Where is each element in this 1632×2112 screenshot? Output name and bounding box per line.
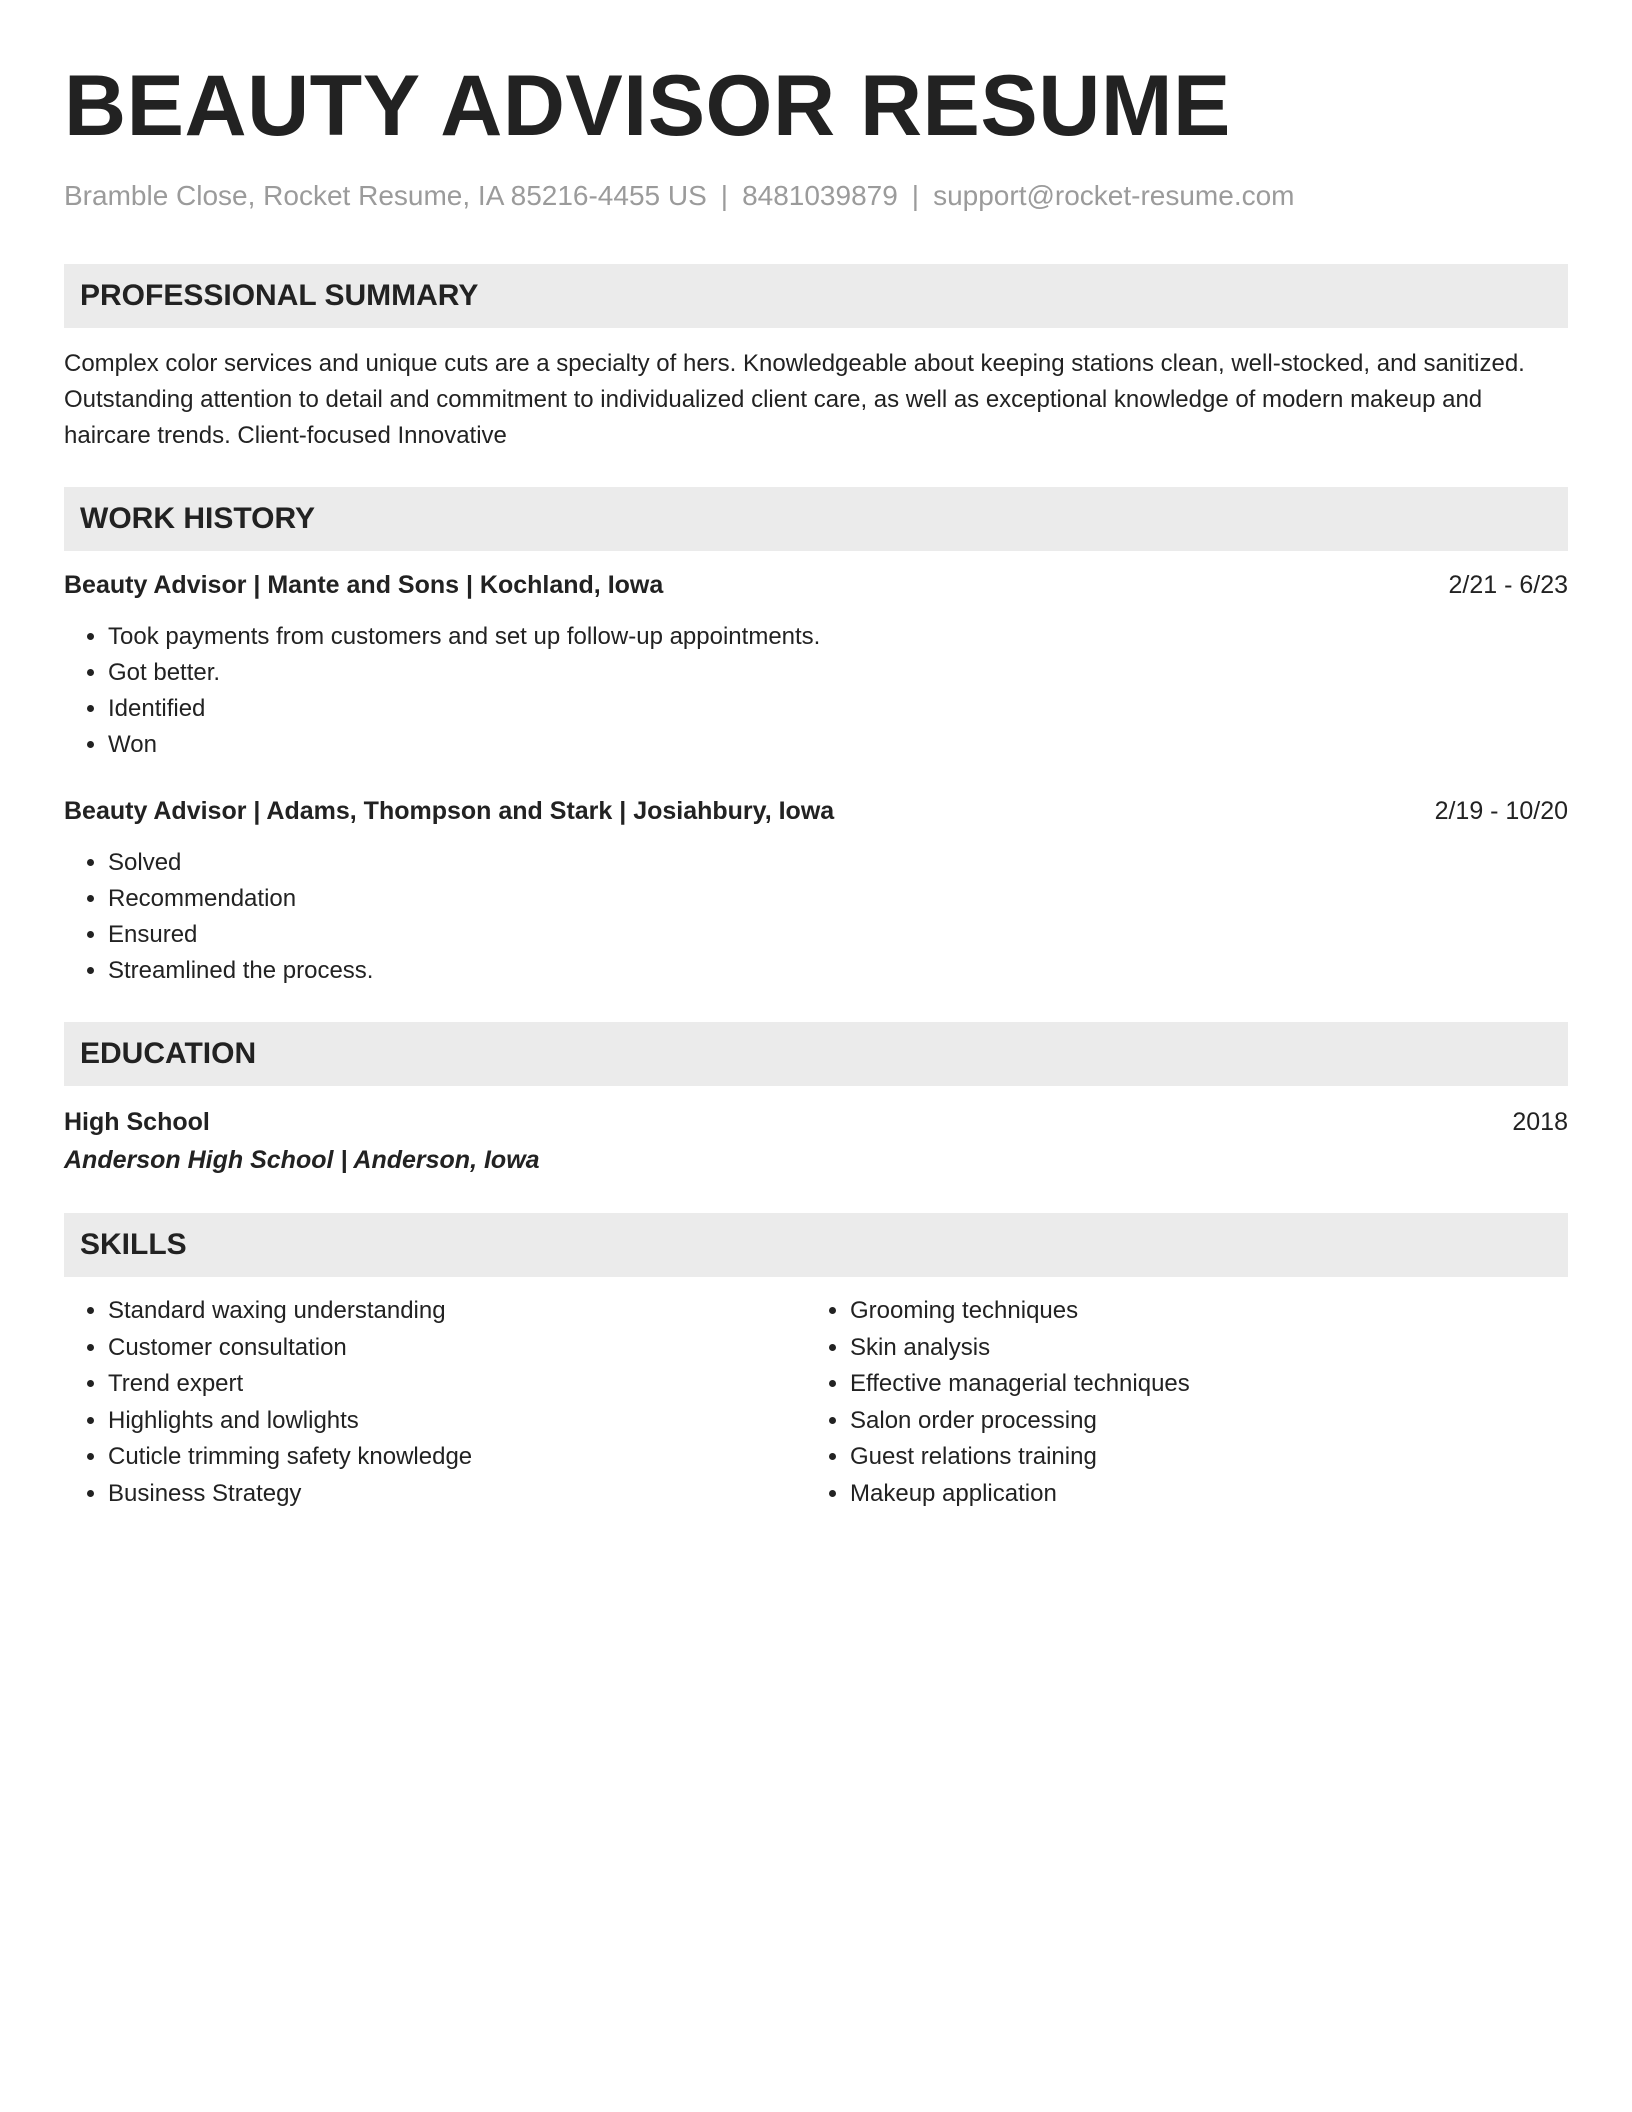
- list-item: • Got better.: [108, 655, 1568, 691]
- skills-columns: [64, 1293, 1568, 1512]
- job-entry: [64, 567, 1568, 763]
- section-heading: WORK HISTORY: [80, 502, 316, 535]
- resume-document: [64, 56, 1568, 1512]
- job-entry: [64, 793, 1568, 989]
- contact-separator: |: [720, 180, 729, 211]
- list-item: • Salon order processing: [850, 1403, 1568, 1440]
- list-item: • Business Strategy: [108, 1476, 806, 1513]
- job-header: [64, 793, 1568, 829]
- summary-text: Complex color services and unique cuts are a specialty of hers. Knowledgeable about keeping stations clean, well-stocked, and sanitized. Outstanding attention to detail and commitment to individualized client care, as well as exceptional knowledge of modern makeup and haircare trends. Client-focused Innovative: [64, 350, 1525, 449]
- section-heading: SKILLS: [80, 1228, 187, 1261]
- list-item: • Ensured: [108, 917, 1568, 953]
- skills-list-right: [806, 1293, 1568, 1512]
- list-item: • Skin analysis: [850, 1330, 1568, 1367]
- section-header-education: [64, 1022, 1568, 1086]
- job-title: Beauty Advisor | Mante and Sons | Kochland, Iowa: [64, 571, 664, 599]
- list-item: • Won: [108, 727, 1568, 763]
- job-bullets: [64, 619, 1568, 763]
- list-item: • Streamlined the process.: [108, 953, 1568, 989]
- contact-email: support@rocket-resume.com: [933, 180, 1295, 211]
- list-item: • Recommendation: [108, 881, 1568, 917]
- section-heading: PROFESSIONAL SUMMARY: [80, 279, 479, 312]
- job-header: [64, 567, 1568, 603]
- job-bullets: [64, 845, 1568, 989]
- list-item: • Highlights and lowlights: [108, 1403, 806, 1440]
- list-item: • Makeup application: [850, 1476, 1568, 1513]
- list-item: • Standard waxing understanding: [108, 1293, 806, 1330]
- contact-line: [64, 178, 1568, 214]
- job-dates: 2/21 - 6/23: [1448, 571, 1568, 599]
- section-header-skills: [64, 1213, 1568, 1277]
- contact-phone: 8481039879: [742, 180, 898, 211]
- section-header-work-history: [64, 487, 1568, 551]
- list-item: • Grooming techniques: [850, 1293, 1568, 1330]
- list-item: • Trend expert: [108, 1366, 806, 1403]
- job-title: Beauty Advisor | Adams, Thompson and Stark | Josiahbury, Iowa: [64, 797, 835, 825]
- skills-list-left: [64, 1293, 806, 1512]
- job-dates: 2/19 - 10/20: [1434, 797, 1568, 825]
- list-item: • Effective managerial techniques: [850, 1366, 1568, 1403]
- section-header-summary: [64, 264, 1568, 328]
- list-item: • Identified: [108, 691, 1568, 727]
- section-heading: EDUCATION: [80, 1037, 257, 1070]
- list-item: • Took payments from customers and set up follow-up appointments.: [108, 619, 1568, 655]
- education-degree: High School: [64, 1108, 210, 1136]
- education-school: Anderson High School | Anderson, Iowa: [64, 1146, 540, 1174]
- education-header: [64, 1104, 1568, 1140]
- list-item: • Guest relations training: [850, 1439, 1568, 1476]
- contact-separator: |: [911, 180, 920, 211]
- resume-title: BEAUTY ADVISOR RESUME: [64, 58, 1231, 154]
- education-year: 2018: [1512, 1108, 1568, 1136]
- list-item: • Customer consultation: [108, 1330, 806, 1367]
- list-item: • Cuticle trimming safety knowledge: [108, 1439, 806, 1476]
- contact-address: Bramble Close, Rocket Resume, IA 85216-4455 US: [64, 180, 707, 211]
- education-entry: [64, 1104, 1568, 1180]
- list-item: • Solved: [108, 845, 1568, 881]
